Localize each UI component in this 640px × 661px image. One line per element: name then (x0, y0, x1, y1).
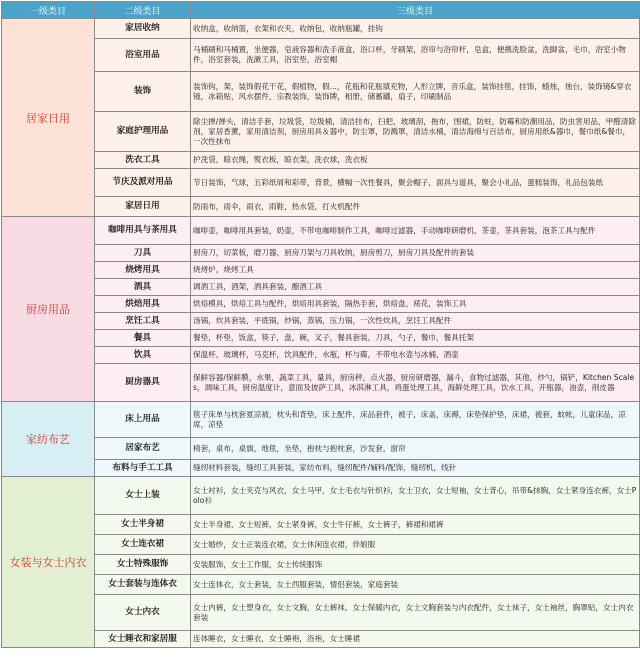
level3-items: 调酒工具，酒架，酒具套装，酿酒工具 (191, 279, 640, 296)
level2-category: 装饰 (95, 72, 191, 112)
table-row (2, 72, 640, 112)
table-row (2, 217, 640, 245)
level3-items: 女士婚纱，女士正装连衣裙，女士休闲连衣裙，伴娘服 (191, 535, 640, 555)
table-row (2, 313, 640, 330)
table-row (2, 575, 640, 595)
table-row (2, 197, 640, 217)
level2-category: 洗衣工具 (95, 152, 191, 169)
table-row (2, 535, 640, 555)
level3-items: 餐垫，杯垫，饭盒，筷子，盘，碗，叉子，餐具套装，刀具，勺子，餐巾，餐具托架 (191, 330, 640, 347)
level3-items: 女士内裤，女士塑身衣，女士文胸，女士裤袜，女士保暖内衣，女士文胸套装与内衣配件，女士袜子，女士袖丝，胸罩贴，女士内衣套装 (191, 595, 640, 631)
table-row (2, 515, 640, 535)
table-row (2, 402, 640, 438)
level3-items: 毯子床单与枕套夏凉被，枕头和背垫，床上配件，床品套件，被子，床盖，床褥，床垫保护垫，床裙，被套，蚊帐，儿童床品，凉席，凉垫 (191, 402, 640, 438)
level3-items: 防雨布，雨伞，雨衣，雨鞋，热水袋，打火机配件 (191, 197, 640, 217)
level2-category: 餐具 (95, 330, 191, 347)
level2-category: 烧烤用具 (95, 262, 191, 279)
table-row (2, 169, 640, 197)
level3-items: 安装服饰，女士工作服，女士传统服饰 (191, 555, 640, 575)
level2-category: 酒具 (95, 279, 191, 296)
table-row (2, 39, 640, 72)
level3-items: 节日装饰，气球，五彩纸屑和彩带，背景，横幅一次性餐具，聚会帽子，面具与道具，聚会小礼品，蛋糕装饰，礼品包装纸 (191, 169, 640, 197)
level2-category: 刀具 (95, 245, 191, 262)
level3-items: 马桶刷和马桶置，坐便器，皂液容器和洗手液盒，浴口杯，牙刷架，浴帘与浴帘杆，皂盒，便携洗脸盆，洗脚盆，毛巾，浴室小物件，浴室套装，洗漱工具，浴室垫，浴室帽 (191, 39, 640, 72)
table-row (2, 279, 640, 296)
level1-category: 居家日用 (2, 19, 95, 217)
table-row (2, 555, 640, 575)
level2-category: 家居收纳 (95, 19, 191, 39)
level3-items: 收纳盒，收纳篮，衣架和衣夹，收纳包，收纳瓶罐，挂钩 (191, 19, 640, 39)
level3-items: 连体睡衣，女士睡衣，女士睡袍，浴袍，女士睡裙 (191, 631, 640, 648)
table-row (2, 152, 640, 169)
level1-category: 家纺布艺 (2, 402, 95, 477)
level2-category: 居家布艺 (95, 438, 191, 460)
level3-items: 女士衬衫，女士夹克与风衣，女士马甲，女士毛衣与针织衫，女士卫衣，女士短袖，女士背心，吊带&抹胸，女士紧身连衣裤，女士Polo衫 (191, 477, 640, 515)
level2-category: 饮具 (95, 347, 191, 364)
level2-category: 女士套装与连体衣 (95, 575, 191, 595)
table-row (2, 631, 640, 648)
header-level3: 三级类目 (191, 2, 640, 19)
level2-category: 家居日用 (95, 197, 191, 217)
table-row (2, 330, 640, 347)
level3-items: 女士半身裙，女士短裤，女士紧身裤，女士牛仔裤，女士裤子，裤裙和裙裤 (191, 515, 640, 535)
level2-category: 烘焙用具 (95, 296, 191, 313)
table-row (2, 296, 640, 313)
level3-items: 女士连体衣，女士套装，女士西服套装，情侣套装，家庭套装 (191, 575, 640, 595)
level2-category: 女士半身裙 (95, 515, 191, 535)
level2-category: 床上用品 (95, 402, 191, 438)
level1-category: 女装与女士内衣 (2, 477, 95, 648)
level2-category: 节庆及派对用品 (95, 169, 191, 197)
level2-category: 烹饪工具 (95, 313, 191, 330)
level3-items: 除尘掸/掸头，清洁手套，垃圾袋，垃圾桶，清洁挂布，扫把，玻璃刮，拖布，围裙，防蛀，防霉和防潮用品，防虫害用品，甲醛清除剂，家居香薰，家用清洁剂，厨房用具＆器中，防尘罩，防溅罩，清洁水桶，清洁海绵与百洁布，厨房用纸&器巾，餐巾纸&餐巾，一次性抹布 (191, 112, 640, 152)
table-row (2, 477, 640, 515)
level2-category: 女士特殊服饰 (95, 555, 191, 575)
header-level1: 一级类目 (2, 2, 95, 19)
table-row (2, 595, 640, 631)
category-table (1, 1, 640, 648)
level2-category: 厨房器具 (95, 364, 191, 402)
level2-category: 布料与手工工具 (95, 460, 191, 477)
table-row (2, 347, 640, 364)
table-header (2, 2, 640, 19)
level2-category: 家庭护理用品 (95, 112, 191, 152)
level3-items: 保温杯，玻璃杯，马克杯，饮具配件，水瓶，杯与碟，不带电水壶与冰桶，酒壶 (191, 347, 640, 364)
level2-category: 浴室用品 (95, 39, 191, 72)
level2-category: 咖啡用具与茶用具 (95, 217, 191, 245)
level3-items: 厨房刀，切菜板，磨刀器，厨房刀架与刀具收纳，厨房剪刀，厨房刀具及配件的套装 (191, 245, 640, 262)
level3-items: 装饰钩，架，装饰假花干花，假植物，假...，花瓶和花瓶填充物，人形立牌，音乐盒，装饰挂毯，挂饰，蜡烛，烛台，装饰镜&穿衣镜，冰箱贴，风水摆件，宗教装饰，装饰牌，相册，储蓄罐，扇子，印刷制品 (191, 72, 640, 112)
level3-items: 烧烤炉，烧烤工具 (191, 262, 640, 279)
table-row (2, 245, 640, 262)
level2-category: 女士内衣 (95, 595, 191, 631)
table-row (2, 262, 640, 279)
level3-items: 缝纫材料套装，缝纫工具套装，家纺布料，缝纫配件/辅料/配饰，缝纫机，线针 (191, 460, 640, 477)
table-row (2, 364, 640, 402)
level3-items: 椅套，桌布，桌旗，地毯，坐垫，抱枕与抱枕套，沙发套，窗帘 (191, 438, 640, 460)
level3-items: 烘焙模具，烘焙工具与配件，烘焙用具套装，隔热手套，烘焙盘，裱花，装饰工具 (191, 296, 640, 313)
table-row (2, 438, 640, 460)
level3-items: 保鲜容器/保鲜膜，水果，蔬菜工具，量具，厨房秤，点火器，厨房研磨器，漏斗，食物过滤器，其他，炒勺，锅铲，Kitchen Scales，调味工具，厨房温度计，意面及披萨工具，冰淇淋工具，鸡蛋处理工具，海鲜处理工具，饮水工具，开瓶器，油壶，削皮器 (191, 364, 640, 402)
table-row (2, 460, 640, 477)
table-row (2, 112, 640, 152)
header-level2: 二级类目 (95, 2, 191, 19)
table-row (2, 19, 640, 39)
level3-items: 护洗袋，晾衣绳，熨衣板，晾衣架，洗衣球，洗衣板 (191, 152, 640, 169)
level2-category: 女士上装 (95, 477, 191, 515)
level3-items: 咖啡壶，咖啡用具套装，奶壶，不带电咖啡制作工具，咖啡过滤器，手动咖啡研磨机，茶壶，茶具套装，泡茶工具与配件 (191, 217, 640, 245)
level2-category: 女士连衣裙 (95, 535, 191, 555)
level2-category: 女士睡衣和家居服 (95, 631, 191, 648)
level3-items: 汤锅，炊具套装，平底锅，炒锅，蒸锅，压力锅，一次性炊具，烹饪工具配件 (191, 313, 640, 330)
level1-category: 厨房用品 (2, 217, 95, 402)
